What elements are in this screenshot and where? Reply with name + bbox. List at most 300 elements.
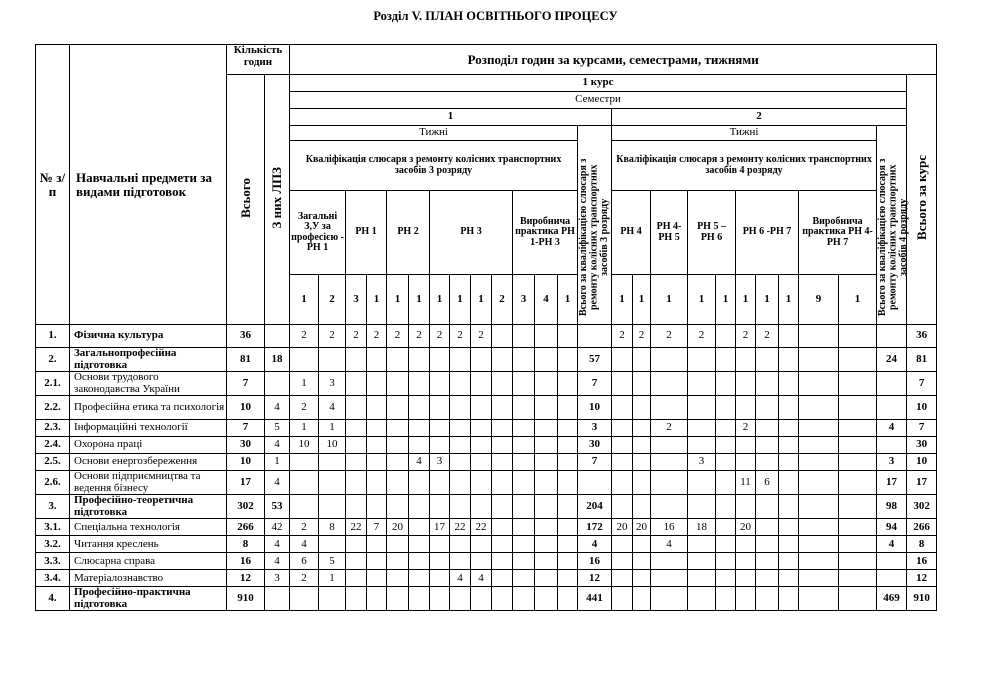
week-hours-s1 (535, 396, 558, 420)
total-hours: 36 (227, 325, 265, 348)
row-number: 3.4. (36, 570, 70, 587)
education-plan-table (35, 44, 937, 611)
week-hours-s2 (736, 454, 756, 471)
group-practice-1: Виробнича практика РН 1-РН 3 (513, 191, 578, 275)
week-hours-s1 (535, 495, 558, 519)
week-hours-s1: 10 (290, 437, 319, 454)
week-cell-s2: 1 (651, 275, 688, 325)
week-hours-s1 (387, 396, 409, 420)
week-hours-s1 (471, 396, 492, 420)
total-qualification-3: 10 (578, 396, 612, 420)
week-hours-s1 (430, 536, 450, 553)
week-hours-s1 (409, 471, 430, 495)
week-hours-s1 (492, 325, 513, 348)
week-hours-s1 (430, 396, 450, 420)
lpz-hours (265, 587, 290, 611)
week-hours-s1 (346, 372, 367, 396)
week-hours-s1: 2 (346, 325, 367, 348)
week-hours-s1: 1 (290, 372, 319, 396)
week-hours-s2 (633, 396, 651, 420)
group-rn6-rn7: РН 6 -РН 7 (736, 191, 799, 275)
week-hours-s1 (290, 471, 319, 495)
week-hours-s1 (430, 553, 450, 570)
lpz-hours: 4 (265, 396, 290, 420)
week-hours-s2 (736, 553, 756, 570)
week-hours-s2 (779, 396, 799, 420)
table-row (36, 372, 937, 396)
week-hours-s1 (535, 553, 558, 570)
lpz-hours: 4 (265, 536, 290, 553)
week-hours-s1 (319, 348, 346, 372)
week-hours-s2 (716, 396, 736, 420)
week-hours-s2 (736, 587, 756, 611)
week-hours-s2 (779, 454, 799, 471)
week-hours-s2: 16 (651, 519, 688, 536)
week-hours-s1 (471, 495, 492, 519)
total-hours: 266 (227, 519, 265, 536)
semesters-header: Семестри (290, 92, 907, 109)
week-hours-s2: 20 (736, 519, 756, 536)
week-hours-s2 (688, 372, 716, 396)
total-qualification-3 (578, 325, 612, 348)
table-row (36, 587, 937, 611)
distribution-header: Розподіл годин за курсами, семестрами, тижнями (290, 45, 937, 75)
total-hours: 30 (227, 437, 265, 454)
week-hours-s1 (558, 437, 578, 454)
week-hours-s2: 3 (688, 454, 716, 471)
row-number: 2.2. (36, 396, 70, 420)
lpz-hours: 3 (265, 570, 290, 587)
week-hours-s1 (430, 495, 450, 519)
week-hours-s1 (558, 471, 578, 495)
week-cell-s2: 1 (736, 275, 756, 325)
week-hours-s1 (346, 536, 367, 553)
week-hours-s1 (409, 519, 430, 536)
total-hours: 7 (227, 420, 265, 437)
total-hours: 10 (227, 396, 265, 420)
week-hours-s2 (716, 570, 736, 587)
subject-name: Спеціальна технологія (70, 519, 227, 536)
week-hours-s2 (799, 437, 839, 454)
week-hours-s2 (756, 495, 779, 519)
lpz-hours: 5 (265, 420, 290, 437)
week-hours-s2: 20 (633, 519, 651, 536)
week-hours-s1 (367, 570, 387, 587)
total-qualification-4 (877, 553, 907, 570)
week-cell-s1: 3 (513, 275, 535, 325)
week-hours-s1 (387, 536, 409, 553)
week-hours-s1 (513, 471, 535, 495)
week-hours-s2 (716, 471, 736, 495)
week-hours-s1: 3 (319, 372, 346, 396)
week-hours-s1 (367, 420, 387, 437)
week-hours-s1: 3 (430, 454, 450, 471)
week-hours-s1 (430, 587, 450, 611)
row-number: 3. (36, 495, 70, 519)
total-qualification-3: 441 (578, 587, 612, 611)
table-row (36, 325, 937, 348)
week-hours-s2 (799, 536, 839, 553)
week-hours-s1 (513, 325, 535, 348)
week-hours-s1: 22 (346, 519, 367, 536)
week-hours-s1 (558, 495, 578, 519)
week-hours-s2: 2 (756, 325, 779, 348)
row-number: 3.1. (36, 519, 70, 536)
subject-name: Читання креслень (70, 536, 227, 553)
week-hours-s1 (450, 454, 471, 471)
week-hours-s2 (839, 420, 877, 437)
week-hours-s1 (471, 454, 492, 471)
week-hours-s1 (387, 570, 409, 587)
week-hours-s2 (799, 519, 839, 536)
week-hours-s2 (736, 372, 756, 396)
table-row (36, 396, 937, 420)
week-hours-s1 (492, 348, 513, 372)
week-hours-s2 (716, 348, 736, 372)
week-hours-s1 (513, 495, 535, 519)
week-hours-s1 (513, 519, 535, 536)
total-hours: 10 (227, 454, 265, 471)
week-hours-s1 (558, 325, 578, 348)
week-hours-s1 (513, 536, 535, 553)
row-number: 2.1. (36, 372, 70, 396)
week-cell-s1: 1 (430, 275, 450, 325)
week-cell-s2: 1 (612, 275, 633, 325)
group-rn1: РН 1 (346, 191, 387, 275)
week-hours-s1 (450, 553, 471, 570)
week-cell-s1: 2 (492, 275, 513, 325)
lpz-hours: 42 (265, 519, 290, 536)
week-hours-s1: 1 (319, 420, 346, 437)
week-hours-s1: 22 (450, 519, 471, 536)
week-hours-s2 (839, 553, 877, 570)
week-hours-s1 (387, 587, 409, 611)
week-hours-s1 (535, 348, 558, 372)
subject-name: Професійно-практична підготовка (70, 587, 227, 611)
week-hours-s1 (367, 587, 387, 611)
week-hours-s1 (535, 325, 558, 348)
week-hours-s1: 4 (319, 396, 346, 420)
week-hours-s2: 2 (688, 325, 716, 348)
week-hours-s1 (387, 553, 409, 570)
week-hours-s2: 18 (688, 519, 716, 536)
course-header: 1 курс (290, 75, 907, 92)
week-hours-s2 (612, 454, 633, 471)
weeks-header-s2: Тижні (612, 126, 877, 141)
week-hours-s2 (779, 325, 799, 348)
week-hours-s1 (535, 420, 558, 437)
week-hours-s1 (513, 372, 535, 396)
week-hours-s1 (387, 437, 409, 454)
week-hours-s1 (409, 553, 430, 570)
week-hours-s2 (799, 454, 839, 471)
week-hours-s2 (756, 519, 779, 536)
week-cell-s1: 1 (471, 275, 492, 325)
total-hours: 910 (227, 587, 265, 611)
week-hours-s2 (779, 570, 799, 587)
week-hours-s1 (471, 437, 492, 454)
week-hours-s1 (346, 396, 367, 420)
week-hours-s1 (367, 454, 387, 471)
subject-name: Професійна етика та психологія (70, 396, 227, 420)
week-hours-s2 (779, 437, 799, 454)
total-qualification-3: 7 (578, 372, 612, 396)
week-hours-s1 (535, 437, 558, 454)
week-hours-s1 (319, 471, 346, 495)
week-hours-s1: 8 (319, 519, 346, 536)
week-hours-s1 (492, 553, 513, 570)
total-qualification-4: 98 (877, 495, 907, 519)
week-hours-s2 (779, 553, 799, 570)
week-hours-s1 (450, 587, 471, 611)
week-hours-s2 (839, 325, 877, 348)
week-hours-s2 (651, 348, 688, 372)
total-course: 30 (907, 437, 937, 454)
week-hours-s1: 22 (471, 519, 492, 536)
week-hours-s1 (450, 437, 471, 454)
week-hours-s1 (450, 420, 471, 437)
week-hours-s2: 4 (651, 536, 688, 553)
week-hours-s1 (492, 471, 513, 495)
lpz-hours: 18 (265, 348, 290, 372)
total-hours: 16 (227, 553, 265, 570)
total-course: 302 (907, 495, 937, 519)
week-hours-s2 (612, 471, 633, 495)
week-hours-s2 (779, 471, 799, 495)
week-hours-s1 (471, 348, 492, 372)
week-hours-s1 (535, 587, 558, 611)
week-hours-s2 (716, 372, 736, 396)
week-hours-s1 (450, 372, 471, 396)
week-hours-s2 (756, 536, 779, 553)
week-hours-s2: 2 (736, 325, 756, 348)
row-number: 2.5. (36, 454, 70, 471)
week-hours-s1 (492, 587, 513, 611)
week-hours-s2 (633, 536, 651, 553)
subject-name: Матеріалознавство (70, 570, 227, 587)
week-cell-s2: 9 (799, 275, 839, 325)
week-hours-s2 (839, 587, 877, 611)
lpz-hours (265, 325, 290, 348)
week-hours-s2: 6 (756, 471, 779, 495)
total-course: 7 (907, 372, 937, 396)
total-course: 10 (907, 454, 937, 471)
week-hours-s1: 17 (430, 519, 450, 536)
page-title: Розділ V. ПЛАН ОСВІТНЬОГО ПРОЦЕСУ (373, 9, 618, 23)
week-hours-s1 (492, 536, 513, 553)
week-hours-s1 (387, 420, 409, 437)
week-hours-s1 (492, 570, 513, 587)
week-hours-s2 (839, 570, 877, 587)
total-qualification-3: 204 (578, 495, 612, 519)
row-number: 3.2. (36, 536, 70, 553)
row-number: 2. (36, 348, 70, 372)
total-qualification-4: 17 (877, 471, 907, 495)
total-qualification-3: 16 (578, 553, 612, 570)
week-cell-s2: 1 (839, 275, 877, 325)
week-hours-s2: 11 (736, 471, 756, 495)
week-hours-s1 (346, 471, 367, 495)
total-qualification-4: 3 (877, 454, 907, 471)
week-hours-s2 (651, 396, 688, 420)
group-rn4-rn5: РН 4-РН 5 (651, 191, 688, 275)
week-hours-s1 (430, 570, 450, 587)
row-number: 2.3. (36, 420, 70, 437)
week-hours-s2 (633, 454, 651, 471)
group-general: Загальні З,У за професією - РН 1 (290, 191, 346, 275)
subject-name: Професійно-теоретична підготовка (70, 495, 227, 519)
week-hours-s1 (558, 587, 578, 611)
week-hours-s2 (688, 587, 716, 611)
week-hours-s1 (535, 536, 558, 553)
total-qualification-3: 30 (578, 437, 612, 454)
week-hours-s1 (558, 519, 578, 536)
week-hours-s1 (409, 420, 430, 437)
total-qualification-4 (877, 570, 907, 587)
week-hours-s1 (430, 348, 450, 372)
week-hours-s2 (688, 348, 716, 372)
week-cell-s1: 2 (319, 275, 346, 325)
week-hours-s1: 2 (319, 325, 346, 348)
week-hours-s1: 2 (471, 325, 492, 348)
row-number: 4. (36, 587, 70, 611)
week-hours-s2 (651, 372, 688, 396)
week-hours-s2: 20 (612, 519, 633, 536)
week-hours-s2 (612, 553, 633, 570)
week-hours-s2 (688, 396, 716, 420)
week-hours-s2 (633, 495, 651, 519)
week-hours-s2 (799, 471, 839, 495)
week-hours-s1 (319, 454, 346, 471)
total-course: 17 (907, 471, 937, 495)
subject-name: Слюсарна справа (70, 553, 227, 570)
week-hours-s1 (558, 420, 578, 437)
row-number: 2.4. (36, 437, 70, 454)
num-header: № з/п (36, 45, 70, 325)
week-hours-s1 (450, 396, 471, 420)
week-hours-s1 (367, 372, 387, 396)
total-qualification-3: 12 (578, 570, 612, 587)
week-hours-s2 (612, 420, 633, 437)
week-cell-s2: 1 (633, 275, 651, 325)
week-hours-s2 (651, 437, 688, 454)
week-hours-s1 (367, 495, 387, 519)
week-hours-s1 (346, 454, 367, 471)
total-qualification-4: 4 (877, 420, 907, 437)
week-hours-s1: 10 (319, 437, 346, 454)
week-hours-s1 (430, 471, 450, 495)
week-hours-s1: 7 (367, 519, 387, 536)
table-row (36, 471, 937, 495)
week-hours-s1 (409, 372, 430, 396)
week-hours-s2 (633, 587, 651, 611)
week-hours-s1 (558, 396, 578, 420)
week-hours-s2 (779, 495, 799, 519)
week-hours-s2 (612, 570, 633, 587)
week-cell-s2: 1 (688, 275, 716, 325)
week-hours-s1 (492, 519, 513, 536)
week-hours-s2 (651, 495, 688, 519)
week-hours-s2 (688, 570, 716, 587)
week-hours-s2: 2 (651, 420, 688, 437)
subject-header: Навчальні предмети за видами підготовок (70, 45, 227, 325)
week-hours-s1 (367, 437, 387, 454)
week-hours-s2 (799, 553, 839, 570)
week-hours-s2 (716, 536, 736, 553)
week-hours-s1: 2 (409, 325, 430, 348)
hours-header: Кількість годин (227, 45, 290, 75)
week-hours-s2 (716, 553, 736, 570)
total-hours: 81 (227, 348, 265, 372)
week-hours-s1 (513, 553, 535, 570)
week-hours-s1 (471, 553, 492, 570)
group-rn4: РН 4 (612, 191, 651, 275)
total-course: 10 (907, 396, 937, 420)
week-hours-s2 (839, 372, 877, 396)
week-hours-s2 (779, 348, 799, 372)
week-hours-s2 (688, 553, 716, 570)
week-hours-s2 (612, 348, 633, 372)
week-hours-s2 (756, 454, 779, 471)
week-hours-s2 (716, 420, 736, 437)
week-hours-s2 (839, 536, 877, 553)
week-hours-s1 (492, 495, 513, 519)
week-hours-s1: 2 (367, 325, 387, 348)
row-number: 2.6. (36, 471, 70, 495)
week-hours-s2 (688, 536, 716, 553)
qualification-3-header: Кваліфікація слюсаря з ремонту колісних транспортних засобів 3 розряду (290, 141, 578, 191)
week-hours-s2 (688, 420, 716, 437)
week-hours-s1 (513, 570, 535, 587)
week-hours-s2 (716, 519, 736, 536)
week-hours-s1: 5 (319, 553, 346, 570)
total-hours: 8 (227, 536, 265, 553)
week-hours-s2 (839, 454, 877, 471)
total-qualification-3: 3 (578, 420, 612, 437)
table-row (36, 553, 937, 570)
table-row (36, 570, 937, 587)
week-hours-s1: 4 (409, 454, 430, 471)
week-hours-s1 (558, 553, 578, 570)
week-hours-s2: 2 (633, 325, 651, 348)
subject-name: Інформаційні технології (70, 420, 227, 437)
week-hours-s1 (430, 437, 450, 454)
week-hours-s2 (799, 495, 839, 519)
week-hours-s2 (633, 570, 651, 587)
week-hours-s2 (612, 495, 633, 519)
week-hours-s1 (450, 495, 471, 519)
week-hours-s2 (756, 437, 779, 454)
week-hours-s1: 4 (290, 536, 319, 553)
week-hours-s2 (651, 471, 688, 495)
qualification-4-header: Кваліфікація слюсаря з ремонту колісних транспортних засобів 4 розряду (612, 141, 877, 191)
total-course-header: Всього за курс (907, 75, 937, 325)
week-hours-s1 (290, 495, 319, 519)
week-hours-s1: 2 (450, 325, 471, 348)
week-hours-s1 (409, 348, 430, 372)
lpz-hours: 4 (265, 471, 290, 495)
week-hours-s1 (346, 553, 367, 570)
week-hours-s1 (492, 420, 513, 437)
week-hours-s2 (779, 519, 799, 536)
week-cell-s1: 3 (346, 275, 367, 325)
table-row (36, 348, 937, 372)
week-hours-s1 (535, 519, 558, 536)
week-cell-s2: 1 (716, 275, 736, 325)
total-qualification-4: 469 (877, 587, 907, 611)
week-hours-s1 (471, 420, 492, 437)
total-qualification-4 (877, 437, 907, 454)
